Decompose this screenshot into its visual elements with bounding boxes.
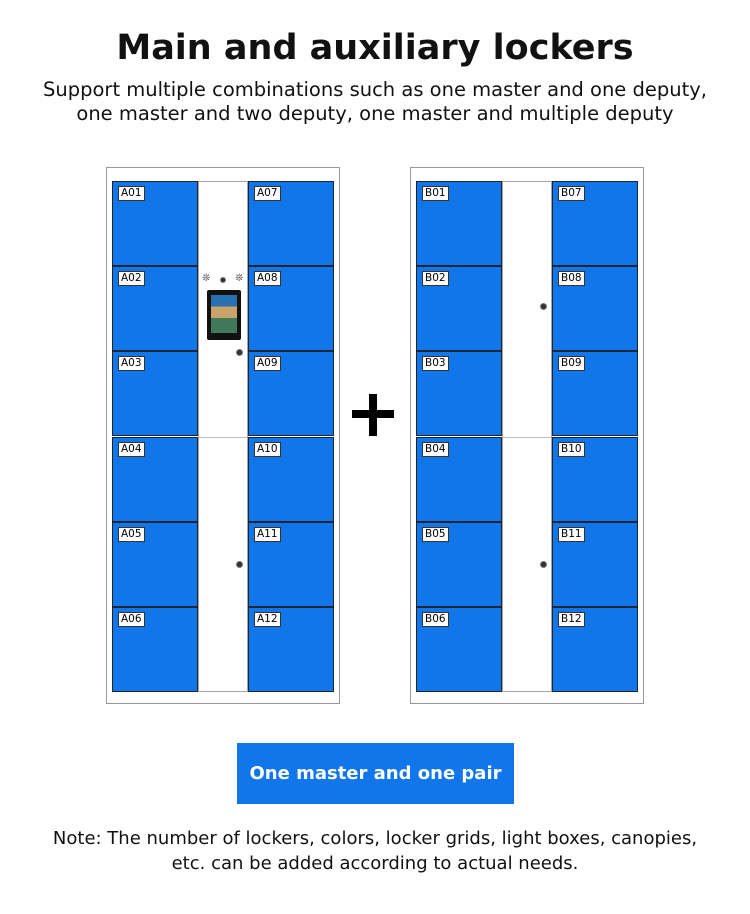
locker-label: A07	[254, 186, 281, 201]
locker-label: A10	[254, 442, 281, 457]
locker-label: A08	[254, 271, 281, 286]
panel-divider	[503, 437, 551, 438]
subtitle-line-2: one master and two deputy, one master and multiple deputy	[76, 102, 674, 125]
locker-door-a04[interactable]	[112, 437, 198, 522]
auxiliary-right-column	[552, 181, 638, 692]
note-line-1: Note: The number of lockers, colors, locker grids, light boxes, canopies,	[52, 828, 698, 849]
locker-door-b03[interactable]	[416, 351, 502, 436]
locker-label: B06	[422, 612, 449, 627]
plus-icon	[350, 392, 396, 438]
locker-label: B01	[422, 186, 449, 201]
auxiliary-center-panel	[502, 181, 552, 692]
locker-label: B07	[558, 186, 585, 201]
locker-door-b06[interactable]	[416, 607, 502, 692]
note-text	[0, 826, 750, 876]
locker-door-b04[interactable]	[416, 437, 502, 522]
locker-label: B12	[558, 612, 585, 627]
auxiliary-locker-cabinet	[410, 167, 644, 704]
page-subtitle	[0, 78, 750, 126]
locker-door-a03[interactable]	[112, 351, 198, 436]
speaker-icon: ❊	[235, 273, 244, 284]
locker-door-a08[interactable]	[248, 266, 334, 351]
locker-door-a10[interactable]	[248, 437, 334, 522]
plus-vertical-bar	[369, 394, 377, 436]
locker-door-b11[interactable]	[552, 522, 638, 607]
master-right-column	[248, 181, 334, 692]
locker-label: B03	[422, 356, 449, 371]
locker-door-b08[interactable]	[552, 266, 638, 351]
locker-door-a06[interactable]	[112, 607, 198, 692]
locker-door-b01[interactable]	[416, 181, 502, 266]
locker-label: A09	[254, 356, 281, 371]
locker-label: A12	[254, 612, 281, 627]
screen-display	[211, 295, 237, 333]
locker-label: B10	[558, 442, 585, 457]
locker-label: A04	[118, 442, 145, 457]
locker-label: A03	[118, 356, 145, 371]
locker-label: A02	[118, 271, 145, 286]
locker-door-b05[interactable]	[416, 522, 502, 607]
locker-label: B09	[558, 356, 585, 371]
locker-label: A05	[118, 527, 145, 542]
locker-door-b09[interactable]	[552, 351, 638, 436]
locker-label: A11	[254, 527, 281, 542]
locker-label: A01	[118, 186, 145, 201]
locker-door-a05[interactable]	[112, 522, 198, 607]
locker-door-a01[interactable]	[112, 181, 198, 266]
keyhole-icon	[236, 349, 243, 356]
keyhole-icon	[540, 303, 547, 310]
locker-door-b10[interactable]	[552, 437, 638, 522]
locker-label: B04	[422, 442, 449, 457]
locker-label: B08	[558, 271, 585, 286]
master-left-column	[112, 181, 198, 692]
locker-door-a02[interactable]	[112, 266, 198, 351]
note-line-2: etc. can be added according to actual needs.	[171, 853, 579, 874]
locker-door-b12[interactable]	[552, 607, 638, 692]
keyhole-icon	[540, 561, 547, 568]
master-locker-cabinet	[106, 167, 340, 704]
subtitle-line-1: Support multiple combinations such as one master and one deputy,	[43, 78, 707, 101]
speaker-icon: ❊	[202, 273, 211, 284]
locker-door-a09[interactable]	[248, 351, 334, 436]
panel-divider	[199, 437, 247, 438]
combination-button[interactable]: One master and one pair	[237, 743, 514, 804]
locker-door-a12[interactable]	[248, 607, 334, 692]
auxiliary-left-column	[416, 181, 502, 692]
locker-door-a07[interactable]	[248, 181, 334, 266]
page-title: Main and auxiliary lockers	[116, 28, 634, 68]
locker-label: B02	[422, 271, 449, 286]
keyhole-icon	[236, 561, 243, 568]
locker-door-b02[interactable]	[416, 266, 502, 351]
locker-door-a11[interactable]	[248, 522, 334, 607]
locker-door-b07[interactable]	[552, 181, 638, 266]
touch-screen[interactable]	[207, 290, 241, 340]
locker-label: A06	[118, 612, 145, 627]
master-control-panel	[198, 181, 248, 692]
locker-label: B05	[422, 527, 449, 542]
locker-label: B11	[558, 527, 585, 542]
camera-icon	[220, 277, 226, 283]
